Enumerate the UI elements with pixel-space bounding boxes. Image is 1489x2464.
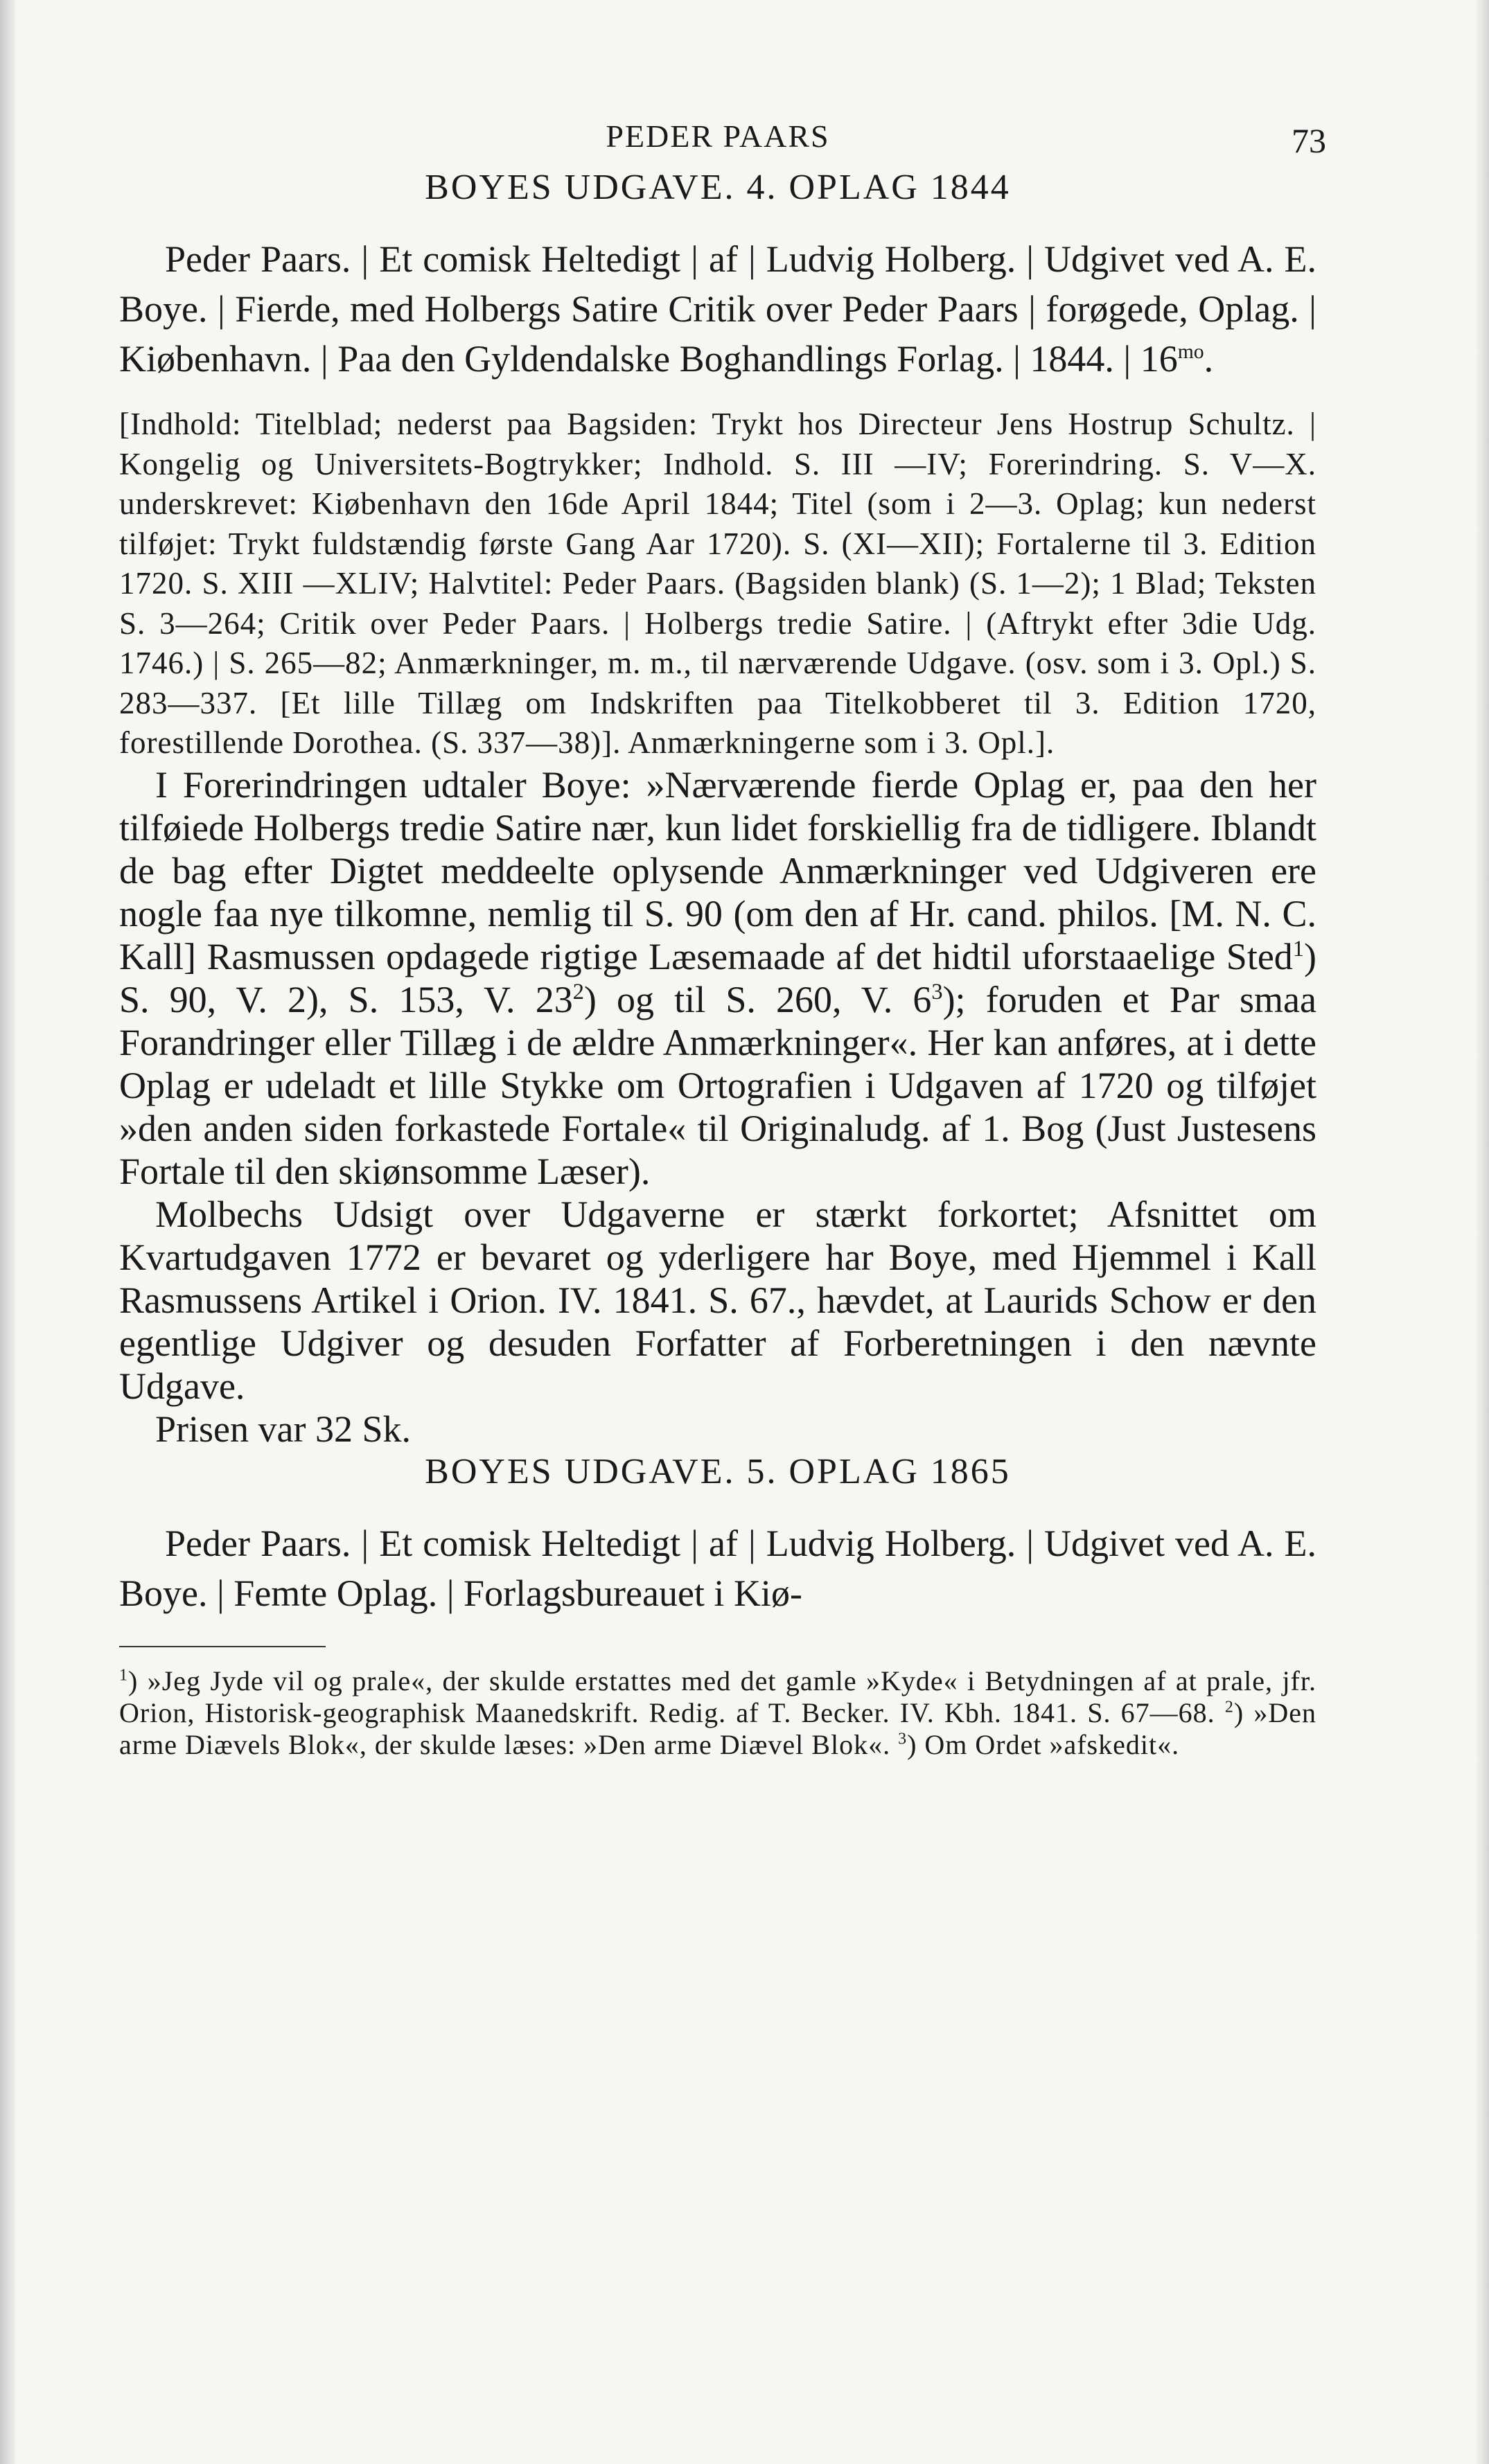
book-page [119, 104, 1326, 1761]
running-head [119, 104, 1326, 166]
page-edge-left [0, 0, 15, 2464]
footnote-ref-3: 3 [931, 979, 943, 1004]
section-heading-4-oplag: BOYES UDGAVE. 4. OPLAG 1844 [425, 168, 1011, 207]
paragraph-text-c: ) og til S. 260, V. 6 [583, 978, 932, 1020]
title-description-end: . [1204, 338, 1214, 380]
title-description-5-oplag: Peder Paars. | Et comisk Heltedigt | af | Ludvig Holberg. | Udgivet ved A. E. Boye. | Femte Oplag. | Forlagsbureauet i Kiø- [119, 1523, 1316, 1615]
page-edge-right [1477, 0, 1489, 2464]
paragraph-text-d: ); foruden et Par smaa Forandringer eller Tillæg i de ældre Anmærkninger«. Her kan anføres, at i dette Oplag er udeladt et lille Stykke om Ortografien i Udgaven af 1720 og tilføjet »den anden siden forkastede Fortale« til Originaludg. af 1. Bog (Just Justesens Fortale til den skiønsomme Læser). [119, 978, 1316, 1192]
footnote-number-3: 3 [898, 1730, 908, 1748]
page-number: 73 [1292, 121, 1326, 160]
paragraph-molbech: Molbechs Udsigt over Udgaverne er stærkt forkortet; Afsnittet om Kvartudgaven 1772 er bevaret og yderligere har Boye, med Hjemmel i Kall Rasmussens Artikel i Orion. IV. 1841. S. 67., hævdet, at Laurids Schow er den egentlige Udgiver og desuden Forfatter af Forberetningen i den nævnte Udgave. [119, 1193, 1316, 1407]
paragraph-price: Prisen var 32 Sk. [155, 1408, 411, 1450]
footnote-ref-1: 1 [1292, 936, 1305, 961]
footnote-divider [119, 1646, 326, 1647]
footnote-3: ) Om Ordet »afskedit«. [907, 1729, 1180, 1761]
paragraph-text-b: ) S. 90, V. 2), S. 153, V. 23 [119, 935, 1316, 1020]
footnote-2: ) »Den arme Diævels Blok«, der skulde læses: »Den arme Diævel Blok«. [119, 1697, 1316, 1761]
contents-note: [Indhold: Titelblad; nederst paa Bagsiden: Trykt hos Directeur Jens Hostrup Schultz. | Kongelig og Universitets-Bogtrykker; Indhold. S. III —IV; Forerindring. S. V—X. underskrevet: Kiøbenhavn den 16de April 1844; Titel (som i 2—3. Oplag; kun nederst tilføjet: Trykt fuldstændig første Gang Aar 1720). S. (XI—XII); Fortalerne til 3. Edition 1720. S. XIII —XLIV; Halvtitel: Peder Paars. (Bagsiden blank) (S. 1—2); 1 Blad; Teksten S. 3—264; Critik over Peder Paars. | Holbergs tredie Satire. | (Aftrykt efter 3die Udg. 1746.) | S. 265—82; Anmærkninger, m. m., til nærværende Udgave. (osv. som i 3. Opl.) S. 283—337. [Et lille Tillæg om Indskriften paa Titelkobberet til 3. Edition 1720, forestillende Dorothea. (S. 337—38)]. Anmærkningerne som i 3. Opl.]. [119, 407, 1316, 761]
footnote-1: ) »Jeg Jyde vil og prale«, der skulde erstattes med det gamle »Kyde« i Betydningen af at prale, jfr. Orion, Historisk-geographisk Maanedskrift. Redig. af T. Becker. IV. Kbh. 1841. S. 67—68. [119, 1665, 1316, 1729]
title-description-text: Peder Paars. | Et comisk Heltedigt | af | Ludvig Holberg. | Udgivet ved A. E. Boye. | Fierde, med Holbergs Satire Critik over Peder Paars | forøgede, Oplag. | Kiøbenhavn. | Paa den Gyldendalske Boghandlings Forlag. | 1844. | 16 [119, 238, 1316, 380]
running-head-title: PEDER PAARS [606, 118, 830, 154]
title-description-4-oplag [119, 234, 1316, 384]
footnote-number-1: 1 [119, 1666, 128, 1685]
paragraph-forerindring [119, 763, 1316, 1193]
footnotes [119, 1665, 1316, 1761]
footnote-number-2: 2 [1224, 1698, 1234, 1717]
format-superscript: mo [1177, 341, 1204, 364]
paragraph-text-a: I Forerindringen udtaler Boye: »Nærværende fierde Oplag er, paa den her tilføiede Holbergs tredie Satire nær, kun lidet forskiellig fra de tidligere. Iblandt de bag efter Digtet meddeelte oplysende Anmærkninger ved Udgiveren ere nogle faa nye tilkomne, nemlig til S. 90 (om den af Hr. cand. philos. [M. N. C. Kall] Rasmussen opdagede rigtige Læsemaade af det hidtil uforstaaelige Sted [119, 763, 1316, 977]
footnote-ref-2: 2 [572, 979, 584, 1004]
section-heading-5-oplag: BOYES UDGAVE. 5. OPLAG 1865 [425, 1451, 1011, 1491]
